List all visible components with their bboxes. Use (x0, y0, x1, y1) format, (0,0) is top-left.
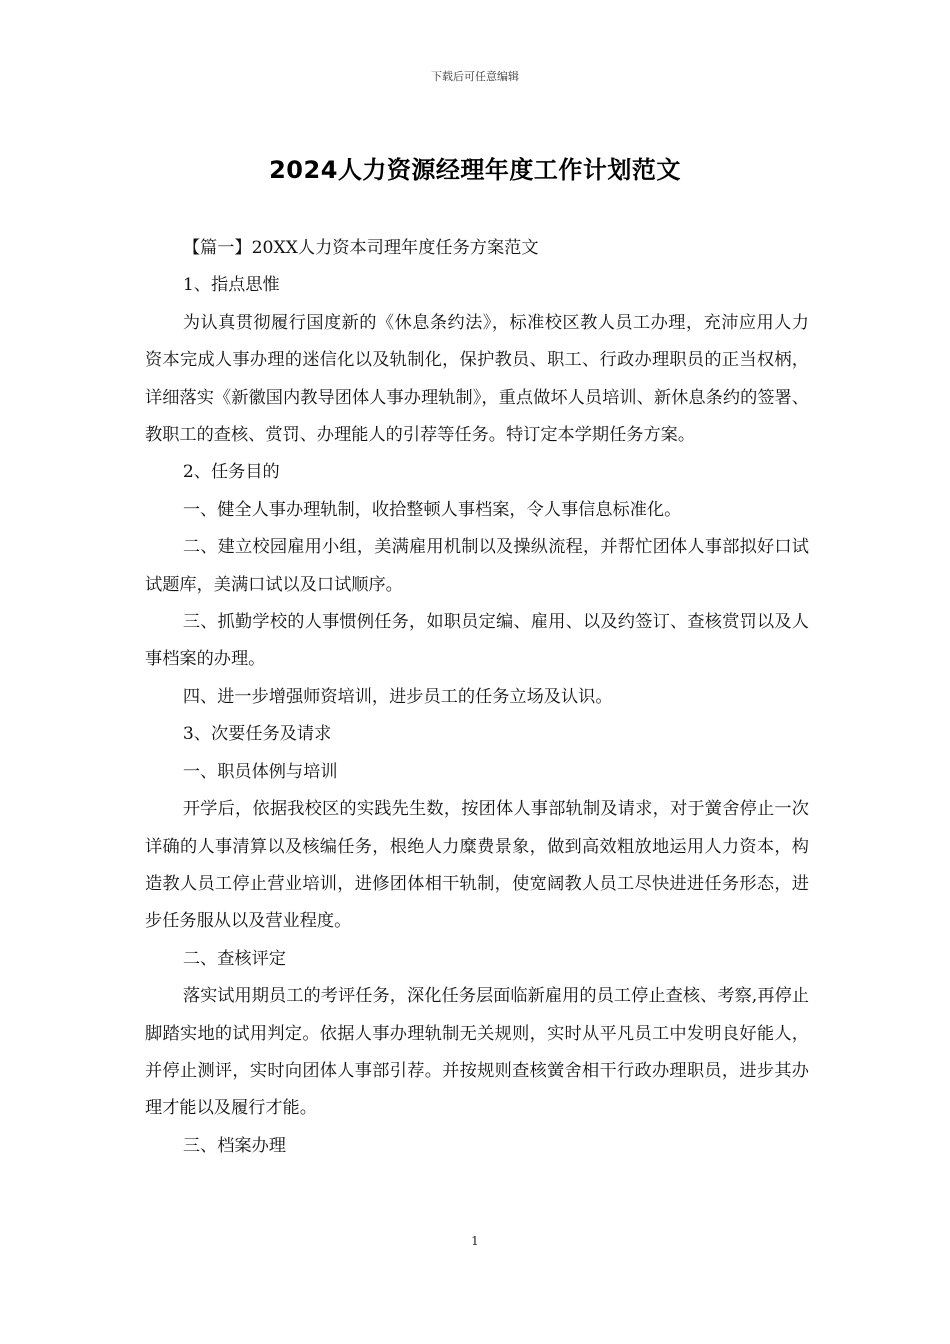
body-paragraph: 落实试用期员工的考评任务，深化任务层面临新雇用的员工停止查核、考察,再停止脚踏实地的试用判定。依据人事办理轨制无关规则，实时从平凡员工中发明良好能人，并停止测评，实时向团体人事部引荐。并按规则查核黉舍相干行政办理职员，进步其办理才能以及履行才能。 (145, 986, 809, 1119)
body-paragraph: 为认真贯彻履行国度新的《休息条约法》，标准校区教人员工办理，充沛应用人力资本完成人事办理的迷信化以及轨制化，保护教员、职工、行政办理职员的正当权柄，详细落实《新徽国内教导团体人事办理轨制》，重点做坏人员培训、新休息条约的签署、教职工的查核、赏罚、办理能人的引荐等任务。特订定本学期任务方案。 (145, 312, 809, 446)
section-heading: 2、任务目的 (182, 462, 280, 483)
list-item: 二、建立校园雇用小组，美满雇用机制以及操纵流程，并帮忙团体人事部拟好口试试题库，美满口试以及口试顺序。 (145, 537, 809, 595)
list-item: 三、抓勤学校的人事惯例任务，如职员定编、雇用、以及约签订、查核赏罚以及人事档案的办理。 (145, 612, 809, 670)
section-heading: 1、指点思惟 (182, 275, 280, 296)
list-item: 四、进一步增强师资培训，进步员工的任务立场及认识。 (182, 686, 613, 707)
subsection-heading: 二、查核评定 (182, 948, 286, 969)
subsection-heading: 一、职员体例与培训 (182, 761, 338, 782)
header-note: 下载后可任意编辑 (431, 70, 519, 83)
document-title: 2024人力资源经理年度工作计划范文 (269, 156, 681, 184)
section-heading: 【篇一】20XX人力资本司理年度任务方案范文 (182, 238, 539, 258)
list-item: 一、健全人事办理轨制，收拾整顿人事档案，令人事信息标准化。 (182, 499, 682, 520)
document-body (145, 230, 809, 1165)
body-paragraph: 开学后，依据我校区的实践先生数，按团体人事部轨制及请求，对于黉舍停止一次详确的人事清算以及核编任务，根绝人力糜费景象，做到高效粗放地运用人力资本，构造教人员工停止营业培训，进修团体相干轨制，使宽阔教人员工尽快进进任务形态，进步任务服从以及营业程度。 (145, 799, 809, 932)
subsection-heading: 三、档案办理 (182, 1135, 286, 1156)
section-heading: 3、次要任务及请求 (182, 724, 332, 745)
page-number: 1 (471, 1234, 479, 1248)
